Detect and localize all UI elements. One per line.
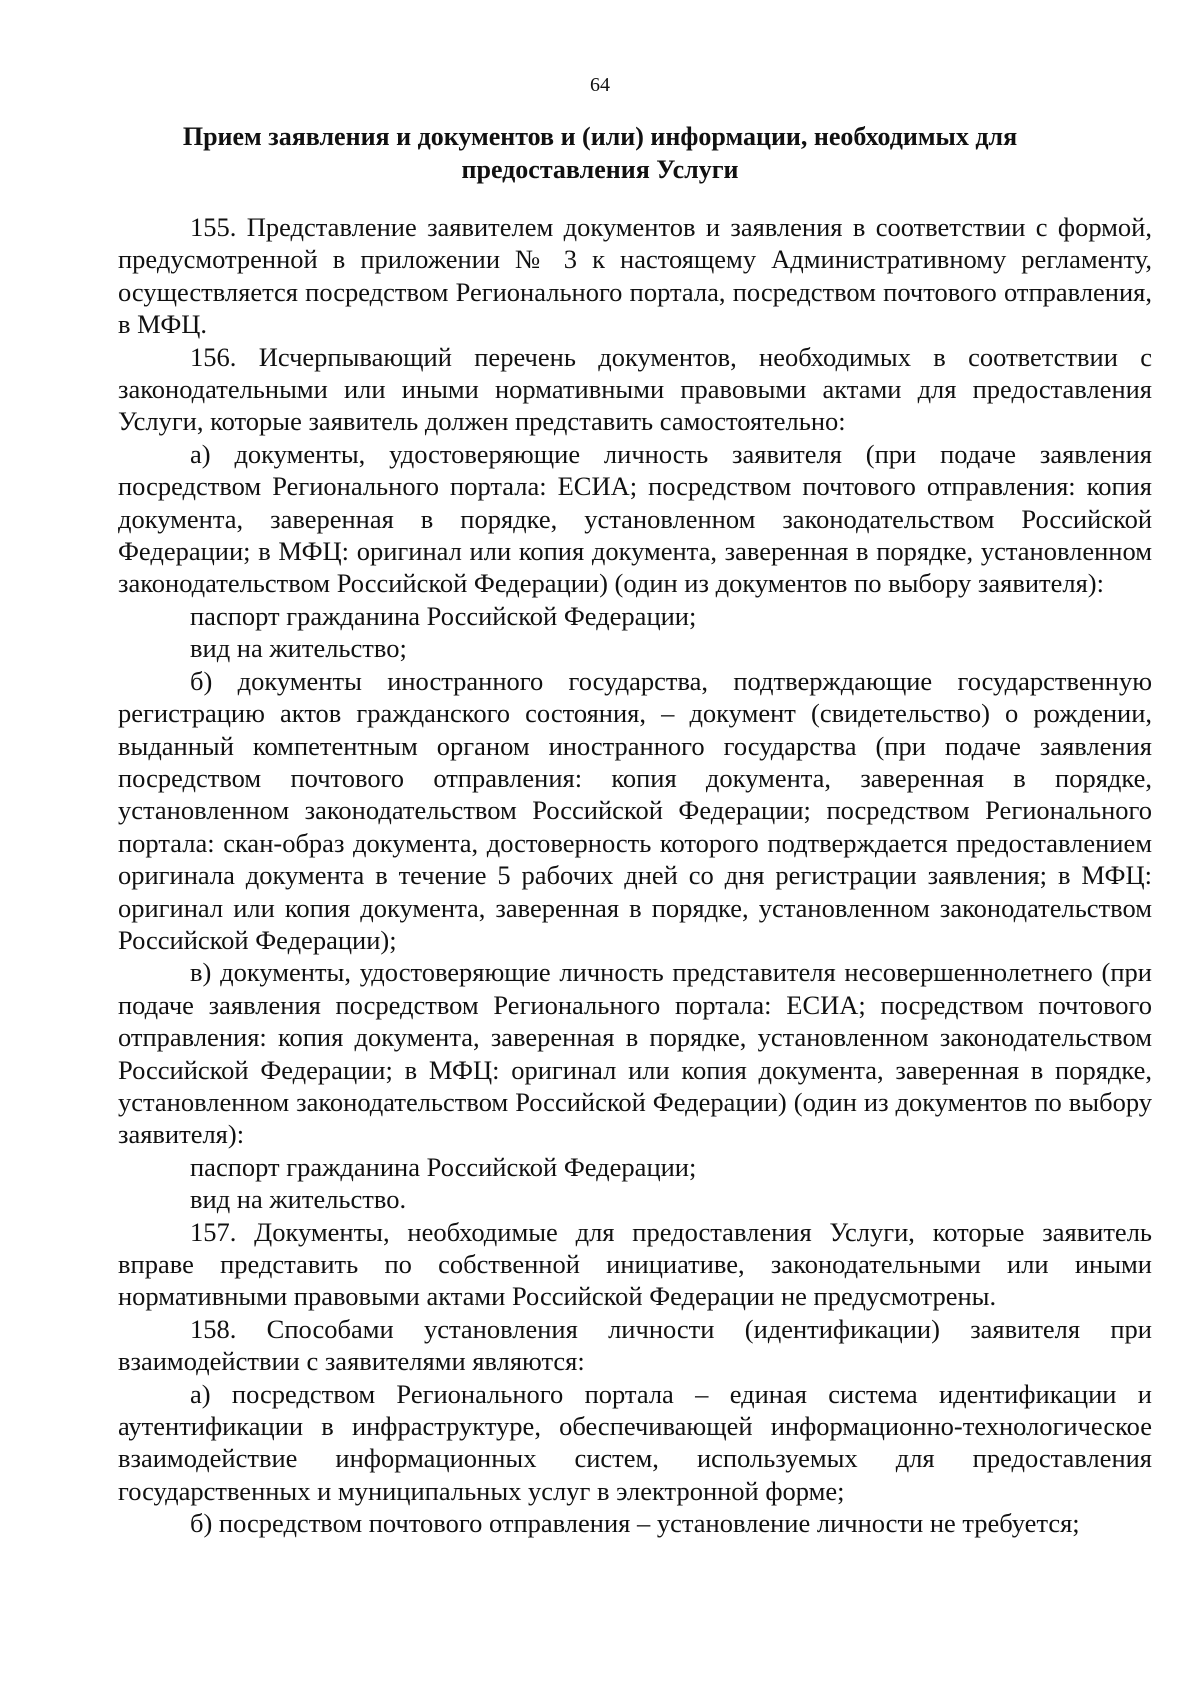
paragraph-158-a: а) посредством Регионального портала – единая система идентификации и аутентификации в инфраструктуре, обеспечивающей информационно-технологическое взаимодействие информационных систем, используемых для предоставления государственных и муниципальных услуг в электронной форме; xyxy=(118,1378,1152,1506)
page-number: 64 xyxy=(590,74,610,96)
list-item-passport-2: паспорт гражданина Российской Федерации; xyxy=(190,1151,697,1182)
paragraph-158-b: б) посредством почтового отправления – установление личности не требуется; xyxy=(190,1508,1080,1539)
document-body xyxy=(118,211,1152,1540)
paragraph-157: 157. Документы, необходимые для предоставления Услуги, которые заявитель вправе представить по собственной инициативе, законодательными или иными нормативными правовыми актами Российской Федерации не предусмотрены. xyxy=(118,1216,1152,1312)
list-item-passport: паспорт гражданина Российской Федерации; xyxy=(190,600,697,631)
paragraph-156-b: б) документы иностранного государства, подтверждающие государственную регистрацию актов гражданского состояния, – документ (свидетельство) о рождении, выданный компетентным органом иностранного государства (при подаче заявления посредством почтового отправления: копия документа, заверенная в порядке, установленном законодательством Российской Федерации; посредством Регионального портала: скан-образ документа, достоверность которого подтверждается предоставлением оригинала документа в течение 5 рабочих дней со дня регистрации заявления; в МФЦ: оригинал или копия документа, заверенная в порядке, установленном законодательством Российской Федерации); xyxy=(118,665,1152,955)
paragraph-156-a: а) документы, удостоверяющие личность заявителя (при подаче заявления посредством Регионального портала: ЕСИА; посредством почтового отправления: копия документа, заверенная в порядке, установленном законодательством Российской Федерации; в МФЦ: оригинал или копия документа, заверенная в порядке, установленном законодательством Российской Федерации) (один из документов по выбору заявителя): xyxy=(118,438,1152,599)
section-heading-line-2: предоставления Услуги xyxy=(461,155,739,184)
paragraph-156: 156. Исчерпывающий перечень документов, необходимых в соответствии с законодательными или иными нормативными правовыми актами для предоставления Услуги, которые заявитель должен представить самостоятельно: xyxy=(118,341,1152,437)
paragraph-158: 158. Способами установления личности (идентификации) заявителя при взаимодействии с заявителями являются: xyxy=(118,1313,1152,1377)
section-heading-line-1: Прием заявления и документов и (или) информации, необходимых для xyxy=(182,122,1018,151)
section-heading xyxy=(150,120,1050,186)
list-item-residence-permit: вид на жительство; xyxy=(190,633,407,664)
list-item-residence-permit-2: вид на жительство. xyxy=(190,1184,407,1215)
paragraph-155: 155. Представление заявителем документов и заявления в соответствии с формой, предусмотренной в приложении № 3 к настоящему Административному регламенту, осуществляется посредством Регионального портала, посредством почтового отправления, в МФЦ. xyxy=(118,212,1152,340)
paragraph-156-v: в) документы, удостоверяющие личность представителя несовершеннолетнего (при подаче заявления посредством Регионального портала: ЕСИА; посредством почтового отправления: копия документа, заверенная в порядке, установленном законодательством Российской Федерации; в МФЦ: оригинал или копия документа, заверенная в порядке, установленном законодательством Российской Федерации) (один из документов по выбору заявителя): xyxy=(118,957,1152,1150)
